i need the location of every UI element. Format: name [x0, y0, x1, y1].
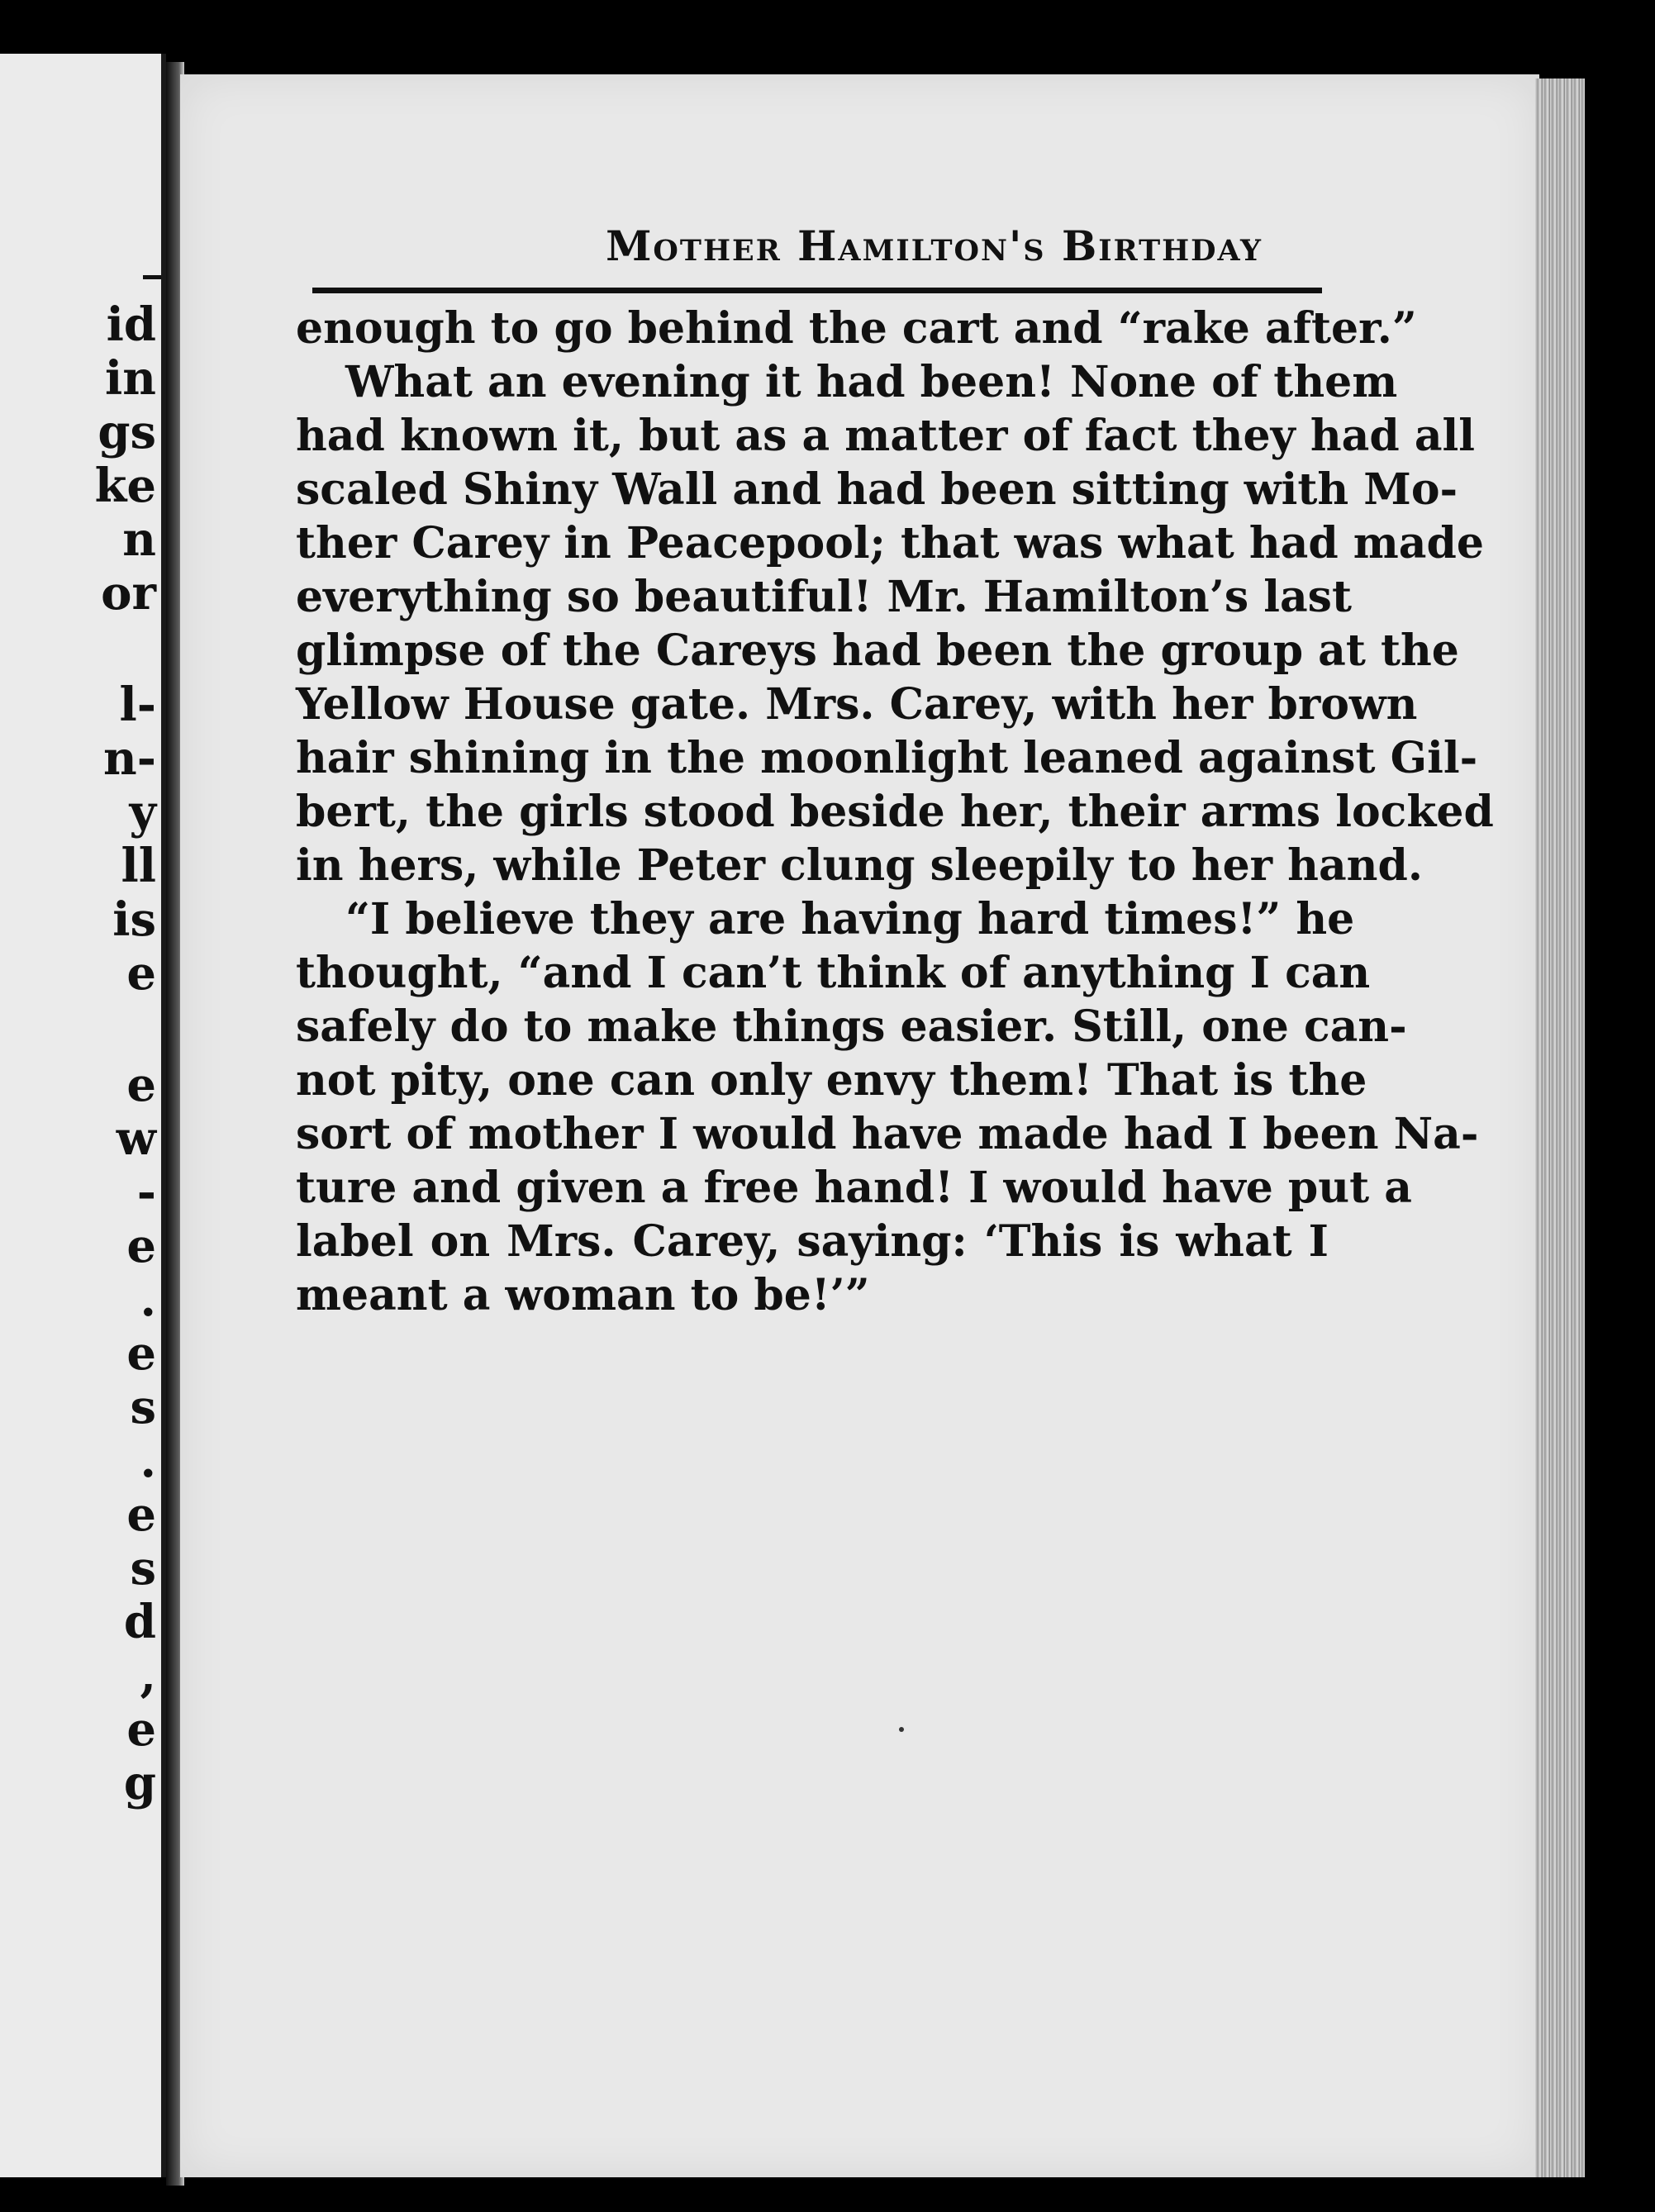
text-line: bert, the girls stood beside her, their arms locked: [296, 787, 1494, 837]
left-line-fragment: n-: [103, 731, 156, 786]
left-line-fragment: -: [136, 1165, 156, 1220]
text-line: had known it, but as a matter of fact they had all: [296, 411, 1476, 461]
text-line: safely do to make things easier. Still, one can-: [296, 1001, 1407, 1052]
left-line-fragment: e: [126, 1487, 156, 1542]
left-line-fragment: is: [112, 892, 156, 947]
left-line-fragment: e: [126, 1058, 156, 1112]
body-text: [296, 302, 1494, 1322]
text-line: ture and given a free hand! I would have put a: [296, 1163, 1412, 1213]
text-line: “I believe they are having hard times!” he: [345, 894, 1355, 944]
text-line: Yellow House gate. Mrs. Carey, with her brown: [296, 679, 1418, 730]
text-line: enough to go behind the cart and “rake after.”: [296, 303, 1417, 354]
left-line-fragment: .: [140, 1272, 156, 1327]
text-line: not pity, one can only envy them! That is the: [296, 1055, 1367, 1106]
left-line-fragment: e: [126, 1219, 156, 1273]
text-line: everything so beautiful! Mr. Hamilton’s last: [296, 572, 1352, 622]
left-line-fragment: ,: [140, 1648, 156, 1703]
text-line: ther Carey in Peacepool; that was what had made: [296, 518, 1484, 568]
text-line: sort of mother I would have made had I been Na-: [296, 1109, 1479, 1159]
text-line: hair shining in the moonlight leaned against Gil-: [296, 733, 1478, 783]
left-line-fragment: w: [116, 1111, 156, 1166]
left-line-fragment: l-: [119, 678, 156, 732]
left-line-fragment: y: [129, 785, 156, 840]
left-line-fragment: s: [130, 1541, 156, 1596]
left-line-fragment: ke: [94, 459, 156, 513]
text-line: in hers, while Peter clung sleepily to her hand.: [296, 840, 1423, 891]
text-line: scaled Shiny Wall and had been sitting with Mo-: [296, 464, 1458, 515]
left-line-fragment: g: [123, 1756, 156, 1810]
left-line-fragment: or: [101, 566, 156, 621]
text-line: glimpse of the Careys had been the group at the: [296, 626, 1459, 676]
page-edges: [1535, 78, 1585, 2177]
left-line-fragment: n: [122, 512, 156, 567]
left-page-rule-fragment: [143, 275, 161, 279]
text-line: What an evening it had been! None of them: [345, 357, 1398, 407]
left-line-fragment: gs: [97, 405, 156, 459]
left-line-fragment: s: [130, 1380, 156, 1434]
running-head: Mother Hamilton's Birthday: [606, 221, 1263, 270]
text-line: meant a woman to be!’”: [296, 1270, 870, 1320]
left-facing-page: [0, 54, 166, 2177]
left-line-fragment: ll: [121, 839, 156, 893]
left-line-fragment: e: [126, 946, 156, 1001]
text-line: thought, “and I can’t think of anything I can: [296, 948, 1371, 998]
left-line-fragment: e: [126, 1326, 156, 1381]
running-head-rule: [312, 288, 1322, 293]
left-line-fragment: .: [140, 1434, 156, 1488]
text-line: label on Mrs. Carey, saying: ‘This is what I: [296, 1216, 1329, 1267]
left-line-fragment: d: [123, 1595, 156, 1649]
right-page: [180, 74, 1539, 2177]
left-line-fragment: id: [106, 297, 156, 352]
left-line-fragment: in: [105, 351, 156, 406]
left-line-fragment: e: [126, 1702, 156, 1757]
paper-speck: [899, 1727, 904, 1732]
